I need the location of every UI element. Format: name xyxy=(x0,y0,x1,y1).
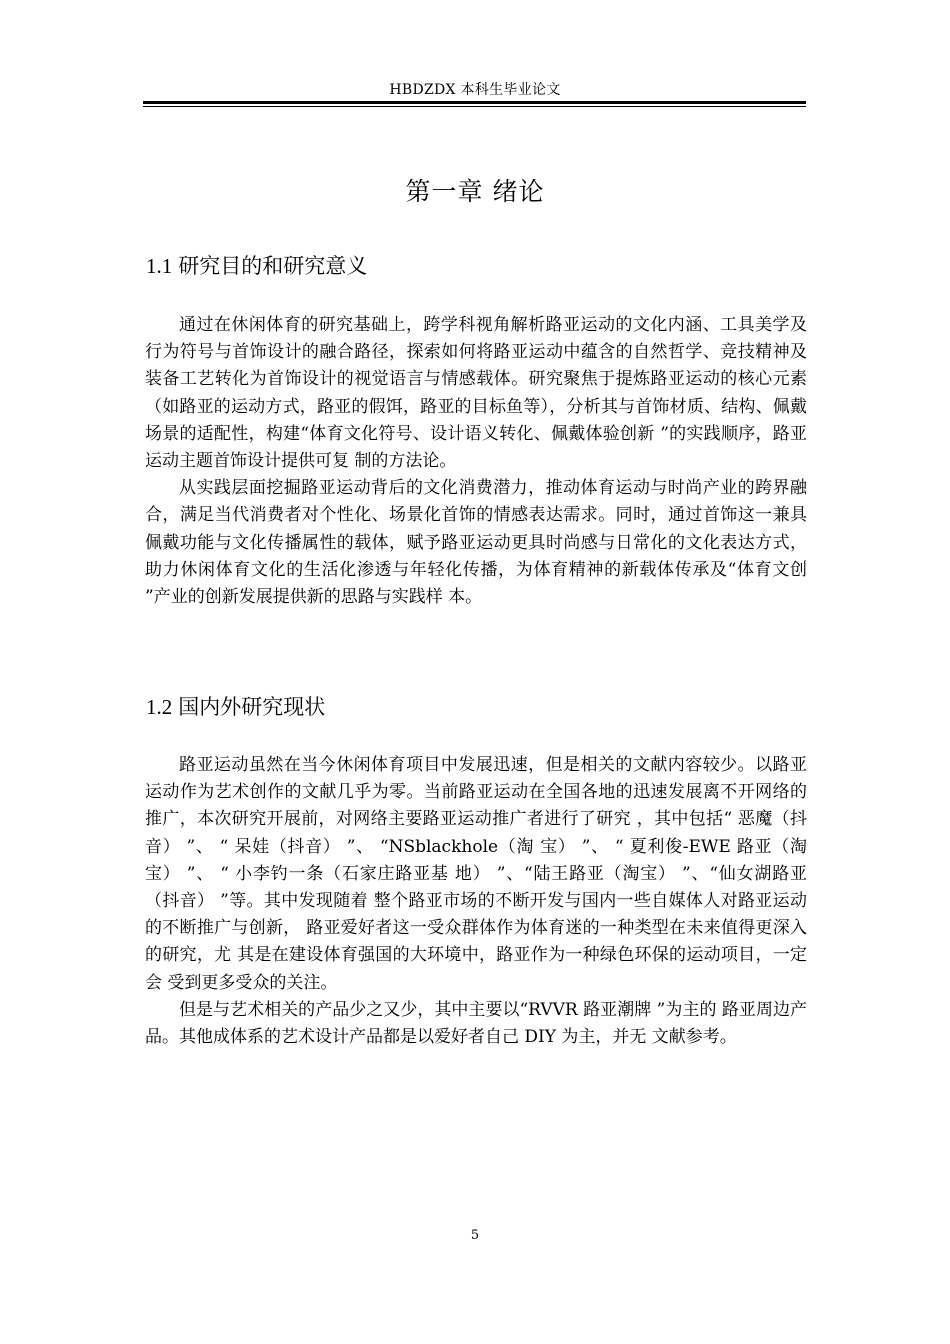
paragraph: 路亚运动虽然在当今休闲体育项目中发展迅速，但是相关的文献内容较少。以路亚运动作为艺术创作的文献几乎为零。当前路亚运动在全国各地的迅速发展离不开网络的推广，本次研究开展前，对网络主要路亚运动推广者进行了研究 ，其中包括“ 恶魔（抖音） ”、 “ 呆娃（抖音） ”、 “NSblackhole（淘 宝） ”、 “ 夏利俊-EWE 路亚（淘宝） ”、 “ 小李钓一条（石家庄路亚基 地） ”、“陆王路亚（淘宝） ”、“仙女湖路亚（抖音） ”等。其中发现随着 整个路亚市场的不断开发与国内一些自媒体人对路亚运动的不断推广与创新， 路亚爱好者这一受众群体作为体育迷的一种类型在未来值得更深入的研究，尤 其是在建设体育强国的大环境中，路亚作为一种绿色环保的运动项目，一定会 受到更多受众的关注。 xyxy=(145,755,807,993)
paragraph: 通过在休闲体育的研究基础上，跨学科视角解析路亚运动的文化内涵、工具美学及行为符号与首饰设计的融合路径，探索如何将路亚运动中蕴含的自然哲学、竞技精神及装备工艺转化为首饰设计的视觉语言与情感载体。研究聚焦于提炼路亚运动的核心元素（如路亚的运动方式，路亚的假饵，路亚的目标鱼等），分析其与首饰材质、结构、佩戴场景的适配性，构建“体育文化符号、设计语义转化、佩戴体验创新 ”的实践顺序，路亚运动主题首饰设计提供可复 制的方法论。 xyxy=(145,315,807,472)
paragraph: 从实践层面挖掘路亚运动背后的文化消费潜力，推动体育运动与时尚产业的跨界融合，满足当代消费者对个性化、场景化首饰的情感表达需求。同时，通过首饰这一兼具佩戴功能与文化传播属性的载体，赋予路亚运动更具时尚感与日常化的文化表达方式，助力休闲体育文化的生活化渗透与年轻化传播，为体育精神的新载体传承及“体育文创 ”产业的创新发展提供新的思路与实践样 本。 xyxy=(145,478,807,608)
paragraph: 但是与艺术相关的产品少之又少，其中主要以“RVVR 路亚潮牌 ”为主的 路亚周边产品。其他成体系的艺术设计产品都是以爱好者自己 DIY 为主，并无 文献参考。 xyxy=(145,999,807,1048)
section-heading-1-1 xyxy=(146,250,367,280)
section-heading-1-2 xyxy=(146,691,325,721)
chapter-title: 第一章 绪论 xyxy=(405,177,545,206)
section-number: 1.2 xyxy=(146,695,173,719)
section-title: 研究目的和研究意义 xyxy=(178,254,368,278)
running-header: HBDZDX 本科生毕业论文 xyxy=(389,82,561,98)
section-title: 国内外研究现状 xyxy=(178,695,326,719)
section-body-1-1 xyxy=(145,312,807,611)
header-rule-thick xyxy=(143,101,806,104)
page-number: 5 xyxy=(470,1228,480,1243)
section-body-1-2 xyxy=(145,752,807,1051)
section-number: 1.1 xyxy=(146,254,173,278)
header-rule-thin xyxy=(143,106,806,107)
